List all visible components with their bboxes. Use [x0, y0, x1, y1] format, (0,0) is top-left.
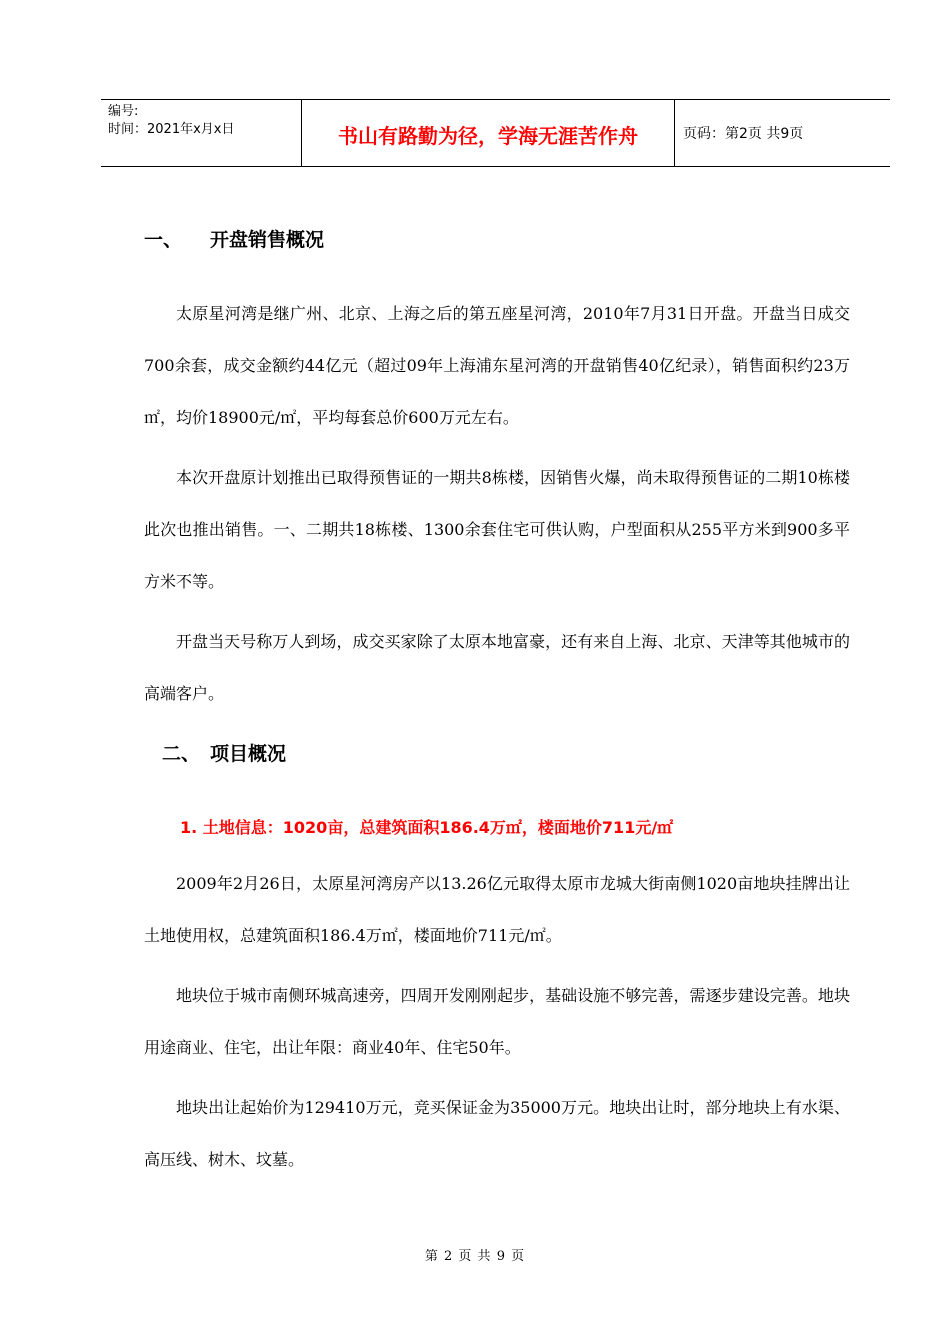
- header-meta: [101, 100, 302, 166]
- section-heading-1: [144, 222, 850, 258]
- subsection-heading-land-info: 1. 土地信息：1020亩，总建筑面积186.4万㎡，楼面地价711元/㎡: [180, 818, 674, 837]
- header-motto: 书山有路勤为径，学海无涯苦作舟: [302, 100, 675, 166]
- header-number-label: 编号:: [108, 104, 139, 119]
- paragraph: 太原星河湾是继广州、北京、上海之后的第五座星河湾，2010年7月31日开盘。开盘当日成交700余套，成交金额约44亿元（超过09年上海浦东星河湾的开盘销售40亿纪录），销售面积约23万㎡，均价18900元/㎡，平均每套总价600万元左右。: [144, 304, 850, 427]
- paragraph: 开盘当天号称万人到场，成交买家除了太原本地富豪，还有来自上海、北京、天津等其他城市的高端客户。: [144, 632, 850, 703]
- section-heading-2: [144, 736, 850, 772]
- header-time-label: 时间：2021年x月x日: [108, 122, 235, 137]
- paragraph: 地块位于城市南侧环城高速旁，四周开发刚刚起步，基础设施不够完善，需逐步建设完善。地块用途商业、住宅，出让年限：商业40年、住宅50年。: [144, 986, 850, 1057]
- section-title-1: 开盘销售概况: [210, 229, 325, 251]
- header-page-code: 页码：第2页 共9页: [683, 126, 804, 142]
- section-number-1: 一、: [144, 229, 183, 251]
- page-footer: 第 2 页 共 9 页: [424, 1249, 526, 1264]
- paragraph: 2009年2月26日，太原星河湾房产以13.26亿元取得太原市龙城大街南侧1020亩地块挂牌出让土地使用权，总建筑面积186.4万㎡，楼面地价711元/㎡。: [144, 874, 850, 945]
- section-title-2: 项目概况: [210, 743, 287, 765]
- paragraph: 本次开盘原计划推出已取得预售证的一期共8栋楼，因销售火爆，尚未取得预售证的二期10栋楼此次也推出销售。一、二期共18栋楼、1300余套住宅可供认购，户型面积从255平方米到900多平方米不等。: [144, 468, 850, 591]
- page-header: [101, 99, 890, 167]
- paragraph: 地块出让起始价为129410万元，竞买保证金为35000万元。地块出让时，部分地块上有水渠、高压线、树木、坟墓。: [144, 1098, 850, 1169]
- document-body: [144, 222, 850, 1186]
- section-number-2: 二、: [162, 743, 201, 765]
